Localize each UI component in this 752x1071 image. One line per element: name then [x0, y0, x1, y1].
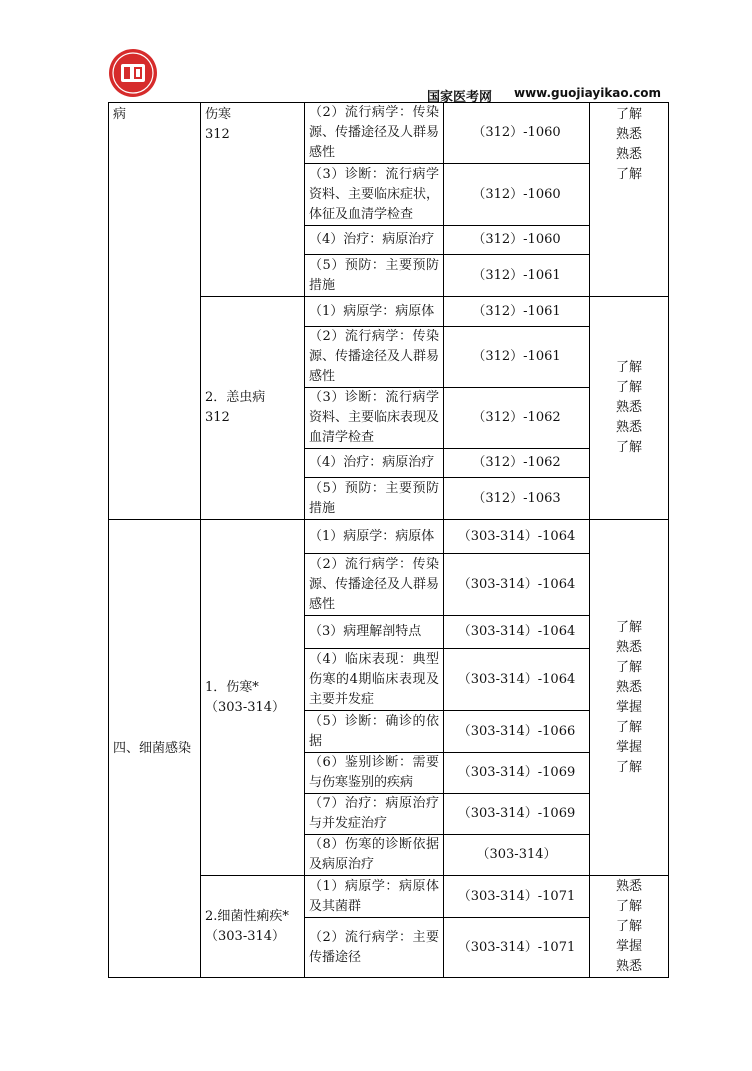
- ref-cell: （303-314）-1071: [444, 918, 590, 978]
- point-cell: （3）诊断：流行病学资料、主要临床症状，体征及血清学检查: [305, 164, 444, 226]
- level-text: 了解: [615, 719, 642, 735]
- disease-cell: [201, 876, 305, 978]
- point-cell: （4）治疗：病原治疗: [305, 226, 444, 255]
- ref-cell: （312）-1061: [444, 297, 590, 327]
- point-cell: （1）病原学：病原体及其菌群: [305, 876, 444, 918]
- point-cell: （4）临床表现：典型伤寒的4期临床表现及主要并发症: [305, 649, 444, 711]
- disease-name: 2．恙虫病: [205, 390, 266, 405]
- point-cell: （2）流行病学：主要传播途径: [305, 918, 444, 978]
- point-cell: （3）病理解剖特点: [305, 616, 444, 649]
- ref-cell: （312）-1061: [444, 327, 590, 388]
- site-url: www.guojiayikao.com: [514, 86, 662, 100]
- point-cell: （5）预防：主要预防措施: [305, 478, 444, 520]
- category-cell: 病: [109, 103, 201, 520]
- ref-cell: （312）-1060: [444, 226, 590, 255]
- level-text: 掌握: [615, 938, 642, 954]
- level-cell: [590, 520, 669, 876]
- level-text: 掌握: [615, 739, 642, 755]
- point-cell: （8）伤寒的诊断依据及病原治疗: [305, 835, 444, 876]
- level-text: 熟悉: [615, 400, 642, 415]
- level-text: 熟悉: [615, 147, 642, 162]
- ref-cell: （303-314）-1069: [444, 753, 590, 794]
- ref-cell: （303-314）-1071: [444, 876, 590, 918]
- ref-cell: （303-314）-1064: [444, 554, 590, 616]
- disease-name: 伤寒: [205, 107, 232, 122]
- ref-cell: （303-314）-1069: [444, 794, 590, 835]
- level-text: 了解: [615, 167, 642, 182]
- ref-cell: （312）-1060: [444, 103, 590, 164]
- point-cell: （4）治疗：病原治疗: [305, 449, 444, 478]
- disease-cell: [201, 103, 305, 297]
- disease-code: 312: [205, 410, 230, 425]
- disease-code: （303-314）: [205, 699, 286, 715]
- level-text: 了解: [615, 380, 642, 395]
- level-text: 了解: [615, 360, 642, 375]
- ref-cell: （303-314）-1064: [444, 649, 590, 711]
- level-text: 熟悉: [615, 679, 642, 695]
- point-cell: （1）病原学：病原体: [305, 297, 444, 327]
- ref-cell: （303-314）-1066: [444, 711, 590, 753]
- point-cell: （2）流行病学：传染源、传播途径及人群易感性: [305, 103, 444, 164]
- syllabus-table: [108, 102, 669, 978]
- point-cell: （6）鉴别诊断：需要与伤寒鉴别的疾病: [305, 753, 444, 794]
- level-text: 了解: [615, 759, 642, 775]
- ref-cell: （312）-1063: [444, 478, 590, 520]
- level-text: 熟悉: [615, 958, 642, 974]
- level-text: 掌握: [615, 699, 642, 715]
- disease-cell: [201, 520, 305, 876]
- disease-name: 1．伤寒*: [205, 679, 259, 695]
- ref-cell: （303-314）-1064: [444, 520, 590, 554]
- level-text: 了解: [615, 659, 642, 675]
- category-cell: 四、细菌感染: [109, 520, 201, 978]
- site-name: 国家医考网: [427, 90, 493, 105]
- disease-code: 312: [205, 127, 230, 142]
- disease-name: 2.细菌性痢疾*: [205, 908, 289, 924]
- point-cell: （5）预防：主要预防措施: [305, 255, 444, 297]
- level-text: 熟悉: [615, 420, 642, 435]
- point-cell: （1）病原学：病原体: [305, 520, 444, 554]
- level-cell: [590, 103, 669, 297]
- point-cell: （2）流行病学：传染源、传播途径及人群易感性: [305, 554, 444, 616]
- level-text: 熟悉: [615, 878, 642, 894]
- level-text: 了解: [615, 898, 642, 914]
- ref-cell: （312）-1062: [444, 388, 590, 449]
- level-text: 熟悉: [615, 639, 642, 655]
- point-cell: （2）流行病学：传染源、传播途径及人群易感性: [305, 327, 444, 388]
- point-cell: （3）诊断：流行病学资料、主要临床表现及血清学检查: [305, 388, 444, 449]
- level-text: 了解: [615, 107, 642, 122]
- ref-cell: （303-314）: [444, 835, 590, 876]
- ref-cell: （312）-1060: [444, 164, 590, 226]
- level-cell: [590, 876, 669, 978]
- ref-cell: （312）-1061: [444, 255, 590, 297]
- ref-cell: （303-314）-1064: [444, 616, 590, 649]
- level-cell: [590, 297, 669, 520]
- point-cell: （7）治疗：病原治疗与并发症治疗: [305, 794, 444, 835]
- level-text: 熟悉: [615, 127, 642, 142]
- level-text: 了解: [615, 440, 642, 455]
- site-logo: [108, 48, 158, 98]
- level-text: 了解: [615, 619, 642, 635]
- point-cell: （5）诊断：确诊的依据: [305, 711, 444, 753]
- level-text: 了解: [615, 918, 642, 934]
- disease-code: （303-314）: [205, 928, 286, 944]
- disease-cell: [201, 297, 305, 520]
- ref-cell: （312）-1062: [444, 449, 590, 478]
